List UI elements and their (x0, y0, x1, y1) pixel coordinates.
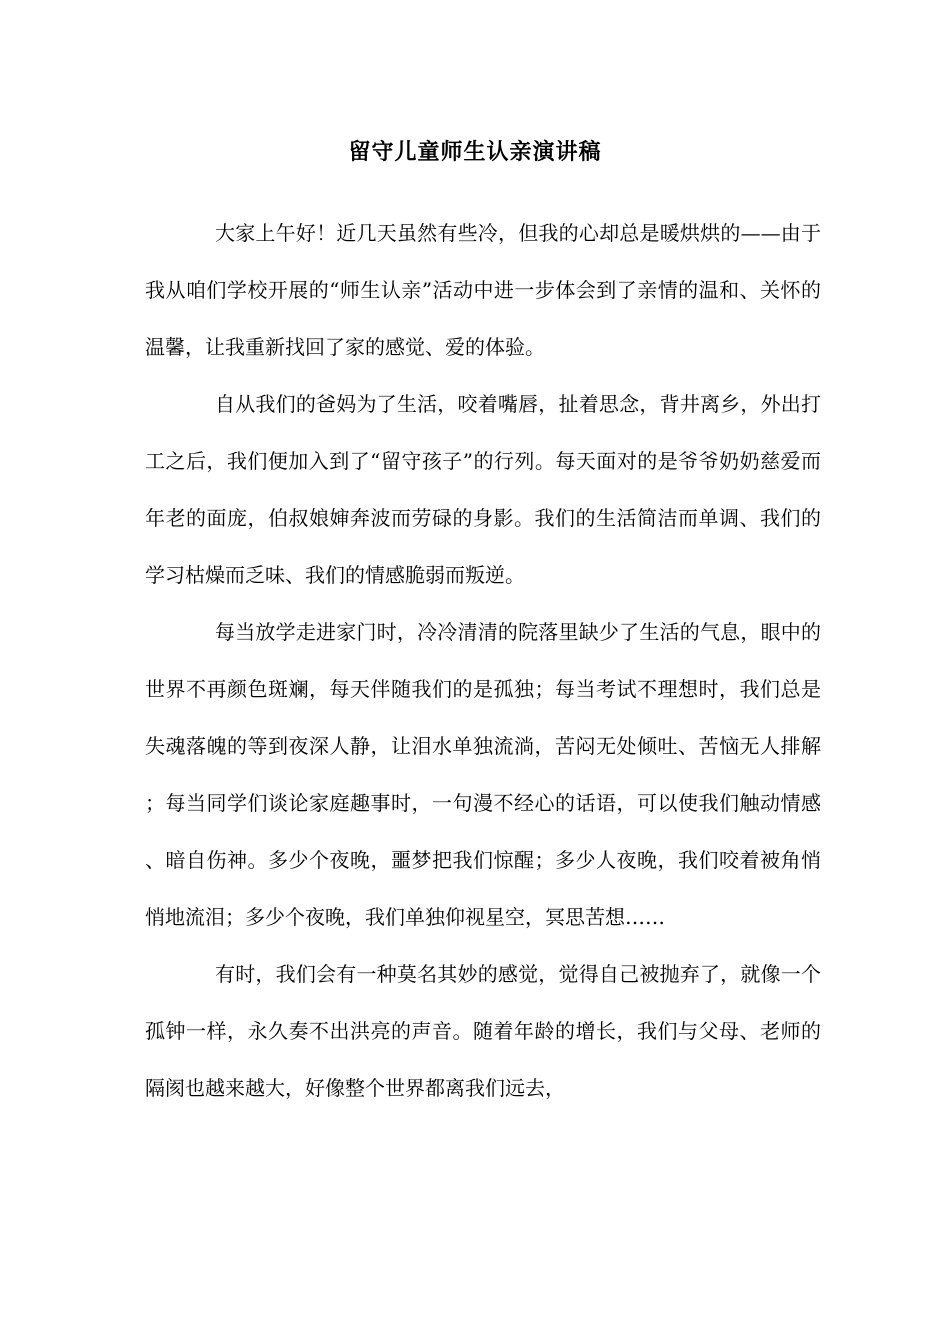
paragraph-4: 有时，我们会有一种莫名其妙的感觉，觉得自己被抛弃了，就像一个孤钟一样，永久奏不出洪亮的声音。随着年龄的增长，我们与父母、老师的隔阂也越来越大，好像整个世界都离我们远去， (145, 962, 821, 1100)
page-title: 留守儿童师生认亲演讲稿 (348, 139, 602, 165)
paragraph-2: 自从我们的爸妈为了生活，咬着嘴唇，扯着思念，背井离乡，外出打工之后，我们便加入到了“留守孩子”的行列。每天面对的是爷爷奶奶慈爱而年老的面庞，伯叔娘婶奔波而劳碌的身影。我们的生活简洁而单调、我们的学习枯燥而乏味、我们的情感脆弱而叛逆。 (145, 392, 821, 587)
document-body (145, 205, 821, 1117)
paragraph-1: 大家上午好！近几天虽然有些冷，但我的心却总是暖烘烘的——由于我从咱们学校开展的“师生认亲”活动中进一步体会到了亲情的温和、关怀的温馨，让我重新找回了家的感觉、爱的体验。 (145, 221, 821, 359)
paragraph-3: 每当放学走进家门时，冷冷清清的院落里缺少了生活的气息，眼中的世界不再颜色斑斓，每天伴随我们的是孤独；每当考试不理想时，我们总是失魂落魄的等到夜深人静，让泪水单独流淌，苦闷无处倾吐、苦恼无人排解；每当同学们谈论家庭趣事时，一句漫不经心的话语，可以使我们触动情感、暗自伤神。多少个夜晚，噩梦把我们惊醒；多少人夜晚，我们咬着被角悄悄地流泪；多少个夜晚，我们单独仰视星空，冥思苦想…… (145, 620, 821, 929)
